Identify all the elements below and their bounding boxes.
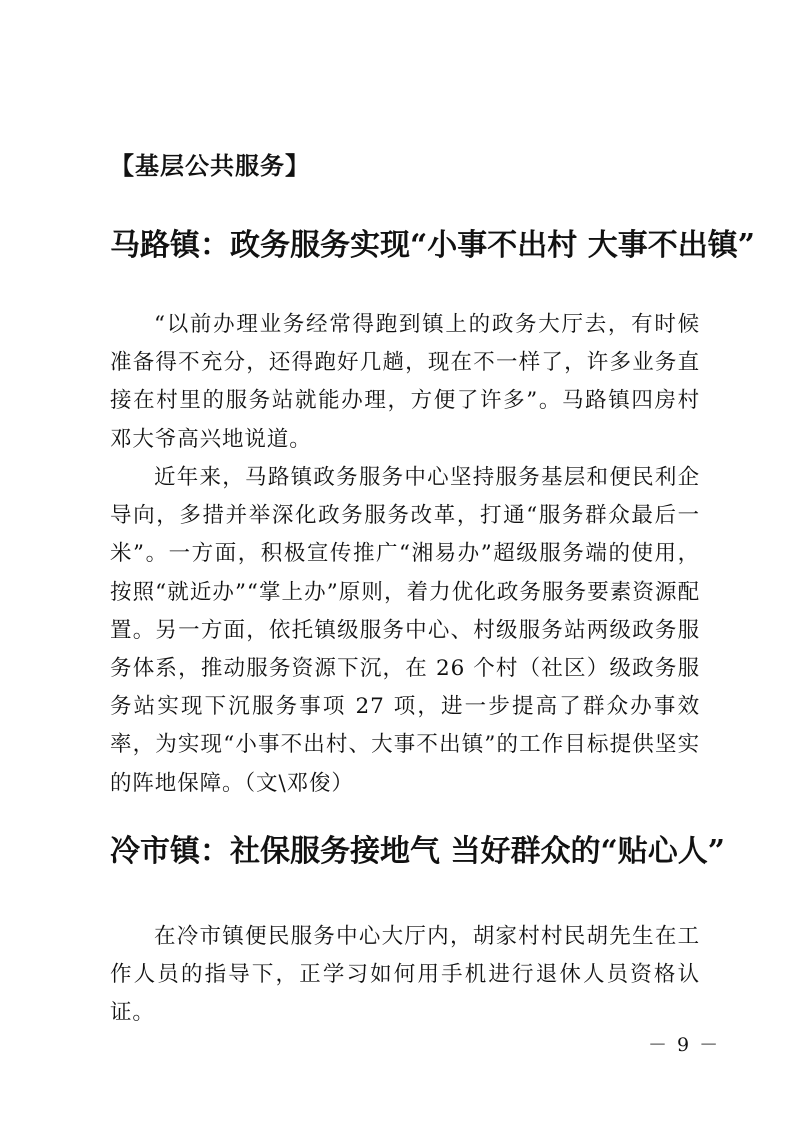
article-1-paragraph-2-text: 近年来，马路镇政务服务中心坚持服务基层和便民利企导向，多措并举深化政务服务改革，打通“服务群众最后一米”。一方面，积极宣传推广“湘易办”超级服务端的使用，按照“就近办”“掌上办”原则，着力优化政务服务要素资源配置。另一方面，依托镇级服务中心、村级服务站两级政务服务体系，推动服务资源下沉，在 26 个村（社区）级政务服务站实现下沉服务事项 27 项，进一步提高了群众办事效率，为实现“小事不出村、大事不出镇”的工作目标提供坚实的阵地保障。 (110, 465, 700, 796)
article-1-paragraph-1: “以前办理业务经常得跑到镇上的政务大厅去，有时候准备得不充分，还得跑好几趟，现在不一样了，许多业务直接在村里的服务站就能办理，方便了许多”。马路镇四房村邓大爷高兴地说道。 (110, 312, 700, 452)
article-1-paragraph-2 (110, 459, 700, 803)
article-2-headline: 冷市镇：社保服务接地气 当好群众的“贴心人” (110, 834, 725, 869)
page-number: － 9 － (648, 1034, 721, 1056)
section-tag: 【基层公共服务】 (110, 152, 310, 180)
article-1-headline: 马路镇：政务服务实现“小事不出村 大事不出镇” (110, 228, 755, 263)
article-1-byline: （文\邓俊） (244, 770, 354, 796)
article-2-paragraph-1: 在冷市镇便民服务中心大厅内，胡家村村民胡先生在工作人员的指导下，正学习如何用手机进行退休人员资格认证。 (110, 924, 700, 1026)
